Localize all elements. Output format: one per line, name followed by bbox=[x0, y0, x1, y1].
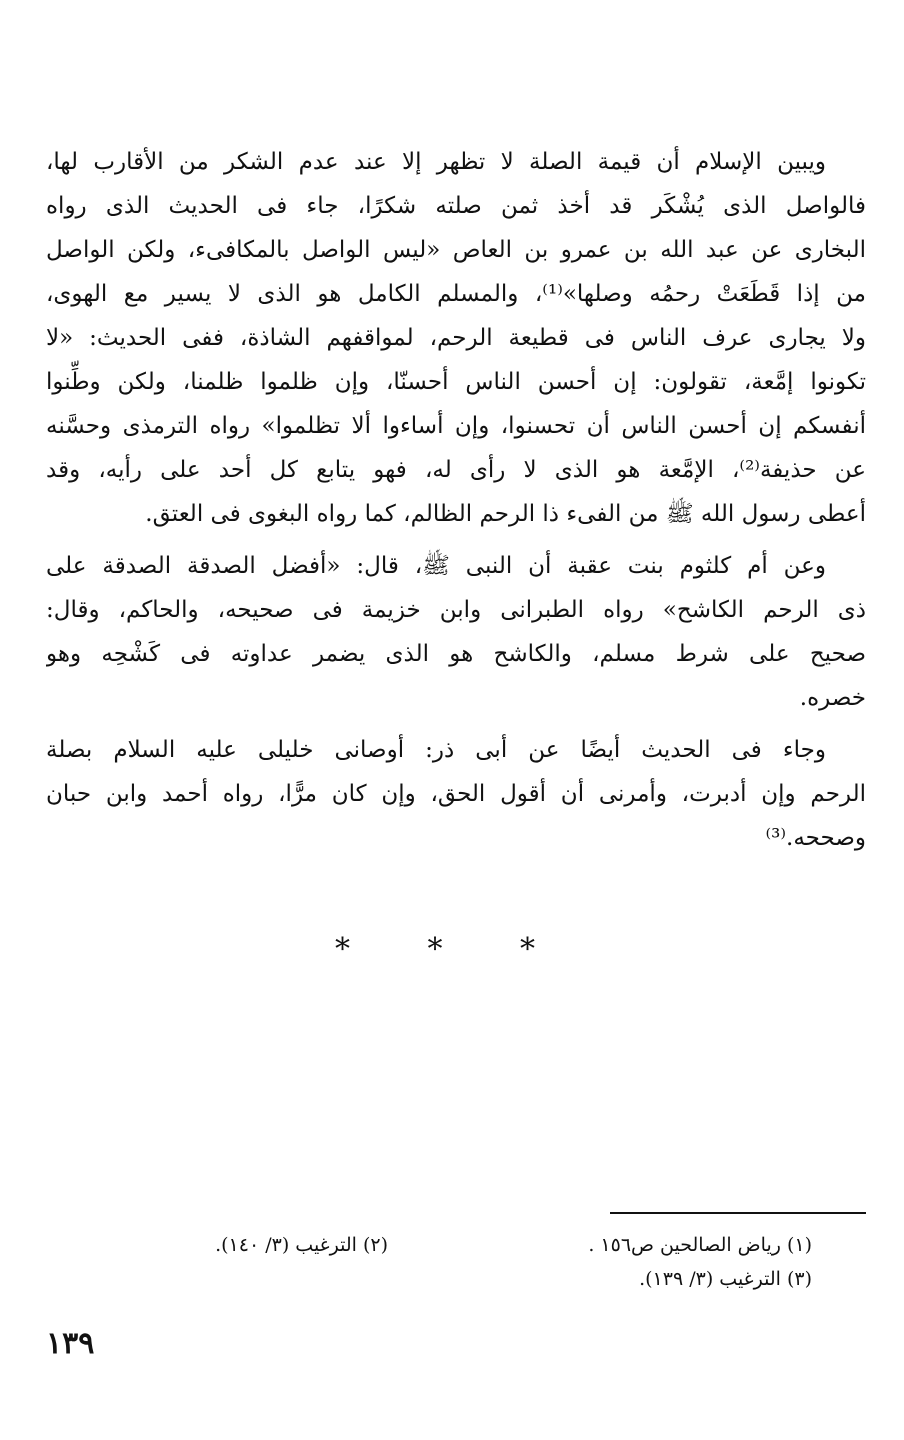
paragraph-1-line-1: ويبين الإسلام أن قيمة الصلة لا تظهر إلا عند عدم الشكر من الأقارب لها، bbox=[46, 149, 826, 175]
paragraph-1-line-4: من إذا قَطَعَتْ رحمُه وصلها»⁽¹⁾، والمسلم الكامل هو الذى لا يسير مع الهوى، bbox=[46, 281, 866, 307]
paragraph-1-line-5: ولا يجارى عرف الناس فى قطيعة الرحم، لمواقفهم الشاذة، ففى الحديث: «لا bbox=[46, 325, 866, 351]
paragraph-gap bbox=[46, 536, 866, 544]
paragraph-2-line-2: ذى الرحم الكاشح» رواه الطبرانى وابن خزيمة فى صحيحه، والحاكم، وقال: bbox=[46, 597, 866, 623]
footnote-2: (٢) الترغيب (٣/ ١٤٠). bbox=[215, 1234, 388, 1256]
paragraph-2-line-1: وعن أم كلثوم بنت عقبة أن النبى ﷺ، قال: «أفضل الصدقة الصدقة على bbox=[46, 553, 826, 579]
paragraph-1-line-6: تكونوا إمَّعة، تقولون: إن أحسن الناس أحسنّا، وإن ظلموا ظلمنا، ولكن وطِّنوا bbox=[46, 369, 866, 395]
page-number: ١٣٩ bbox=[46, 1326, 95, 1361]
paragraph-1-line-9: أعطى رسول الله ﷺ من الفىء ذا الرحم الظالم، كما رواه البغوى فى العتق. bbox=[145, 501, 866, 527]
paragraph-3-line-2: الرحم وإن أدبرت، وأمرنى أن أقول الحق، وإن كان مرًّا، رواه أحمد وابن حبان bbox=[46, 781, 866, 807]
paragraph-2-line-4: خصره. bbox=[799, 685, 866, 711]
footnote-rule bbox=[610, 1212, 866, 1214]
footnote-1: (١) رياض الصالحين ص١٥٦ . bbox=[588, 1234, 812, 1256]
paragraph-1-line-3: البخارى عن عبد الله بن عمرو بن العاص «ليس الواصل بالمكافىء، ولكن الواصل bbox=[46, 237, 866, 263]
paragraph-1-line-2: فالواصل الذى يُشْكَر قد أخذ ثمن صلته شكرًا، جاء فى الحديث الذى رواه bbox=[46, 193, 866, 219]
body-text bbox=[46, 140, 866, 860]
paragraph-gap bbox=[46, 720, 866, 728]
paragraph-1-line-7: أنفسكم إن أحسن الناس أن تحسنوا، وإن أساءوا ألا تظلموا» رواه الترمذى وحسَّنه bbox=[46, 413, 866, 439]
paragraph-3-line-1: وجاء فى الحديث أيضًا عن أبى ذر: أوصانى خليلى عليه السلام بصلة bbox=[46, 737, 826, 763]
paragraph-1-line-8: عن حذيفة⁽²⁾، الإمَّعة هو الذى لا رأى له، فهو يتابع كل أحد على رأيه، وقد bbox=[46, 457, 866, 483]
paragraph-2-line-3: صحيح على شرط مسلم، والكاشح هو الذى يضمر عداوته فى كَشْحِه وهو bbox=[46, 641, 866, 667]
paragraph-3-line-3: وصححه.⁽³⁾ bbox=[765, 825, 866, 851]
section-separator: * * * bbox=[334, 932, 570, 967]
footnote-3: (٣) الترغيب (٣/ ١٣٩). bbox=[639, 1268, 812, 1290]
